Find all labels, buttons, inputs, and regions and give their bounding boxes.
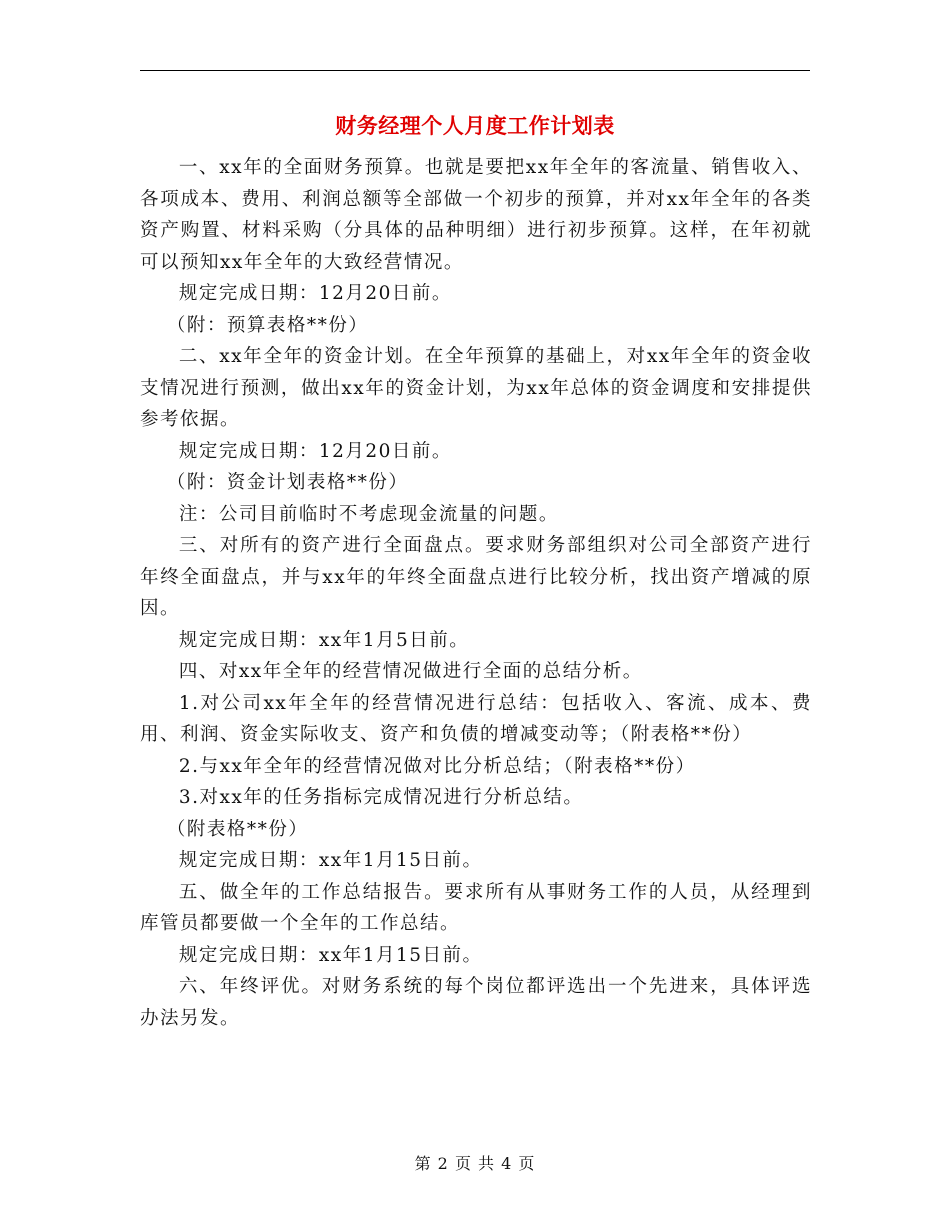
section-4-item-1: 1.对公司xx年全年的经营情况进行总结：包括收入、客流、成本、费用、利润、资金实际收支、资产和负债的增减变动等；（附表格**份） — [140, 692, 812, 745]
section-2-paragraph: 二、xx年全年的资金计划。在全年预算的基础上，对xx年全年的资金收支情况进行预测，做出xx年的资金计划，为xx年总体的资金调度和安排提供参考依据。 — [140, 346, 812, 430]
section-4-item-3: 3.对xx年的任务指标完成情况进行分析总结。 — [178, 787, 584, 808]
remark-note: 注：公司目前临时不考虑现金流量的问题。 — [178, 503, 559, 525]
deadline-5: 规定完成日期：xx年1月15日前。 — [178, 944, 483, 966]
section-6-paragraph: 六、年终评优。对财务系统的每个岗位都评选出一个先进来，具体评选办法另发。 — [140, 976, 812, 1029]
section-4-heading: 四、对xx年全年的经营情况做进行全面的总结分析。 — [178, 661, 643, 682]
header-rule — [140, 70, 810, 71]
section-4-item-2: 2.与xx年全年的经营情况做对比分析总结；（附表格**份） — [178, 755, 696, 777]
deadline-4: 规定完成日期：xx年1月15日前。 — [178, 850, 483, 871]
section-5-paragraph: 五、做全年的工作总结报告。要求所有从事财务工作的人员，从经理到库管员都要做一个全年的工作总结。 — [140, 881, 812, 934]
document-body — [140, 152, 812, 1034]
attachment-note-1: （附：预算表格**份） — [166, 314, 369, 336]
attachment-note-2: （附：资金计划表格**份） — [166, 472, 409, 493]
attachment-note-3: （附表格**份） — [166, 818, 309, 840]
section-3-paragraph: 三、对所有的资产进行全面盘点。要求财务部组织对公司全部资产进行年终全面盘点，并与xx年的年终全面盘点进行比较分析，找出资产增减的原因。 — [140, 535, 812, 619]
page-number-footer: 第 2 页 共 4 页 — [414, 1154, 536, 1173]
deadline-2: 规定完成日期：12月20日前。 — [178, 440, 452, 462]
deadline-1: 规定完成日期：12月20日前。 — [178, 283, 452, 304]
page-title: 财务经理个人月度工作计划表 — [335, 114, 615, 138]
section-1-paragraph: 一、xx年的全面财务预算。也就是要把xx年全年的客流量、销售收入、各项成本、费用、利润总额等全部做一个初步的预算，并对xx年全年的各类资产购置、材料采购（分具体的品种明细）进行初步预算。这样，在年初就可以预知xx年全年的大致经营情况。 — [140, 157, 812, 273]
deadline-3: 规定完成日期：xx年1月5日前。 — [178, 629, 470, 651]
